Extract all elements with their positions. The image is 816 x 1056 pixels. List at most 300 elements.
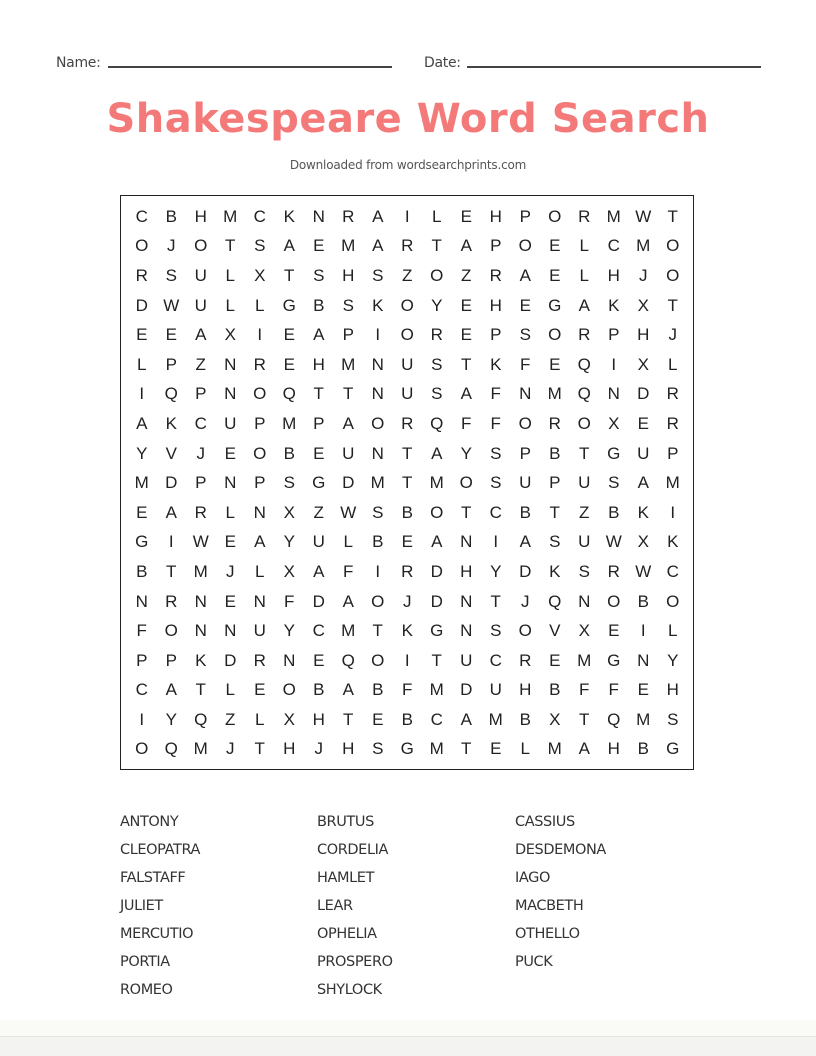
grid-cell[interactable]: N <box>253 591 266 611</box>
grid-cell[interactable]: G <box>607 650 621 670</box>
grid-cell[interactable]: O <box>135 739 149 759</box>
grid-cell[interactable]: U <box>342 443 355 463</box>
grid-cell[interactable]: O <box>607 591 621 611</box>
grid-cell[interactable]: A <box>637 473 649 493</box>
grid-cell[interactable]: P <box>254 473 266 493</box>
grid-cell[interactable]: Q <box>164 739 178 759</box>
grid-cell[interactable]: N <box>637 650 650 670</box>
grid-cell[interactable]: A <box>342 591 354 611</box>
grid-cell[interactable]: B <box>637 591 649 611</box>
grid-cell[interactable]: O <box>135 236 149 256</box>
grid-cell[interactable]: A <box>254 532 266 552</box>
grid-cell[interactable]: X <box>283 561 295 581</box>
grid-cell[interactable]: B <box>401 709 413 729</box>
grid-cell[interactable]: N <box>224 473 237 493</box>
grid-cell[interactable]: Q <box>548 591 562 611</box>
grid-cell[interactable]: F <box>490 384 501 404</box>
grid-cell[interactable]: S <box>519 325 531 345</box>
grid-cell[interactable]: T <box>343 709 354 729</box>
grid-cell[interactable]: D <box>312 591 325 611</box>
grid-cell[interactable]: C <box>489 650 502 670</box>
grid-cell[interactable]: G <box>282 295 296 315</box>
grid-cell[interactable]: E <box>254 680 266 700</box>
grid-cell[interactable]: K <box>490 354 502 374</box>
grid-cell[interactable]: E <box>549 236 561 256</box>
grid-cell[interactable]: J <box>167 236 176 256</box>
grid-cell[interactable]: Z <box>313 502 324 522</box>
grid-cell[interactable]: M <box>636 236 651 256</box>
grid-cell[interactable]: P <box>342 325 354 345</box>
grid-cell[interactable]: W <box>605 532 622 552</box>
grid-cell[interactable]: C <box>666 561 679 581</box>
grid-cell[interactable]: N <box>460 621 473 641</box>
grid-cell[interactable]: X <box>637 354 649 374</box>
grid-cell[interactable]: W <box>340 502 357 522</box>
grid-cell[interactable]: F <box>343 561 354 581</box>
grid-cell[interactable]: C <box>489 502 502 522</box>
grid-cell[interactable]: R <box>253 354 266 374</box>
grid-cell[interactable]: R <box>578 325 591 345</box>
grid-cell[interactable]: J <box>668 325 677 345</box>
grid-cell[interactable]: O <box>666 591 680 611</box>
grid-cell[interactable]: T <box>195 680 206 700</box>
grid-cell[interactable]: S <box>342 295 354 315</box>
grid-cell[interactable]: T <box>579 709 590 729</box>
grid-cell[interactable]: A <box>578 739 590 759</box>
grid-cell[interactable]: A <box>313 325 325 345</box>
grid-cell[interactable]: P <box>195 473 207 493</box>
grid-cell[interactable]: L <box>668 354 678 374</box>
grid-cell[interactable]: Y <box>431 295 443 315</box>
grid-cell[interactable]: N <box>224 384 237 404</box>
grid-cell[interactable]: E <box>313 236 325 256</box>
grid-cell[interactable]: O <box>518 621 532 641</box>
grid-cell[interactable]: L <box>432 206 442 226</box>
grid-cell[interactable]: Q <box>341 650 355 670</box>
grid-cell[interactable]: M <box>429 739 444 759</box>
grid-cell[interactable]: S <box>578 561 590 581</box>
grid-cell[interactable]: B <box>608 502 620 522</box>
grid-cell[interactable]: R <box>666 413 679 433</box>
grid-cell[interactable]: M <box>665 473 680 493</box>
grid-cell[interactable]: A <box>519 532 531 552</box>
grid-cell[interactable]: Q <box>607 709 621 729</box>
grid-cell[interactable]: E <box>313 650 325 670</box>
grid-cell[interactable]: M <box>429 680 444 700</box>
grid-cell[interactable]: Q <box>577 354 591 374</box>
grid-cell[interactable]: A <box>460 384 472 404</box>
grid-cell[interactable]: N <box>135 591 148 611</box>
grid-cell[interactable]: L <box>137 354 147 374</box>
name-field[interactable] <box>108 66 392 68</box>
grid-cell[interactable]: H <box>666 680 679 700</box>
grid-cell[interactable]: H <box>342 265 355 285</box>
grid-cell[interactable]: M <box>134 473 149 493</box>
grid-cell[interactable]: A <box>165 680 177 700</box>
grid-cell[interactable]: R <box>548 413 561 433</box>
grid-cell[interactable]: A <box>372 206 384 226</box>
grid-cell[interactable]: T <box>461 502 472 522</box>
grid-cell[interactable]: D <box>135 295 148 315</box>
grid-cell[interactable]: U <box>194 265 207 285</box>
grid-cell[interactable]: E <box>460 295 472 315</box>
grid-cell[interactable]: R <box>401 236 414 256</box>
grid-cell[interactable]: S <box>283 473 295 493</box>
grid-cell[interactable]: T <box>402 443 413 463</box>
grid-cell[interactable]: P <box>136 650 148 670</box>
grid-cell[interactable]: L <box>225 680 235 700</box>
grid-cell[interactable]: R <box>165 591 178 611</box>
grid-cell[interactable]: R <box>666 384 679 404</box>
grid-cell[interactable]: B <box>313 295 325 315</box>
grid-cell[interactable]: Q <box>430 413 444 433</box>
grid-cell[interactable]: F <box>579 680 590 700</box>
grid-cell[interactable]: L <box>579 265 589 285</box>
grid-cell[interactable]: Z <box>225 709 236 729</box>
grid-cell[interactable]: Z <box>195 354 206 374</box>
grid-cell[interactable]: X <box>578 621 590 641</box>
grid-cell[interactable]: S <box>313 265 325 285</box>
grid-cell[interactable]: P <box>608 325 620 345</box>
grid-cell[interactable]: T <box>579 443 590 463</box>
grid-cell[interactable]: G <box>400 739 414 759</box>
grid-cell[interactable]: W <box>635 561 652 581</box>
grid-cell[interactable]: J <box>314 739 323 759</box>
grid-cell[interactable]: L <box>225 502 235 522</box>
grid-cell[interactable]: E <box>637 413 649 433</box>
grid-cell[interactable]: L <box>255 561 265 581</box>
grid-cell[interactable]: F <box>608 680 619 700</box>
grid-cell[interactable]: X <box>637 532 649 552</box>
grid-cell[interactable]: H <box>637 325 650 345</box>
grid-cell[interactable]: S <box>490 621 502 641</box>
grid-cell[interactable]: M <box>488 709 503 729</box>
grid-cell[interactable]: C <box>253 206 266 226</box>
grid-cell[interactable]: B <box>637 739 649 759</box>
grid-cell[interactable]: A <box>519 265 531 285</box>
grid-cell[interactable]: X <box>224 325 236 345</box>
grid-cell[interactable]: N <box>194 591 207 611</box>
grid-cell[interactable]: A <box>431 443 443 463</box>
grid-cell[interactable]: M <box>370 473 385 493</box>
grid-cell[interactable]: P <box>165 650 177 670</box>
grid-cell[interactable]: A <box>342 413 354 433</box>
grid-cell[interactable]: F <box>402 680 413 700</box>
grid-cell[interactable]: T <box>549 502 560 522</box>
grid-cell[interactable]: J <box>196 443 205 463</box>
grid-cell[interactable]: F <box>461 413 472 433</box>
grid-cell[interactable]: F <box>136 621 147 641</box>
grid-cell[interactable]: M <box>341 621 356 641</box>
grid-cell[interactable]: N <box>460 591 473 611</box>
grid-cell[interactable]: T <box>431 650 442 670</box>
grid-cell[interactable]: E <box>401 532 413 552</box>
grid-cell[interactable]: I <box>670 502 676 522</box>
grid-cell[interactable]: E <box>224 591 236 611</box>
grid-cell[interactable]: E <box>519 295 531 315</box>
grid-cell[interactable]: H <box>519 680 532 700</box>
grid-cell[interactable]: T <box>667 206 678 226</box>
grid-cell[interactable]: L <box>668 621 678 641</box>
grid-cell[interactable]: P <box>549 473 561 493</box>
grid-cell[interactable]: X <box>637 295 649 315</box>
grid-cell[interactable]: B <box>401 502 413 522</box>
grid-cell[interactable]: S <box>165 265 177 285</box>
grid-cell[interactable]: Y <box>136 443 148 463</box>
grid-cell[interactable]: B <box>136 561 148 581</box>
grid-cell[interactable]: E <box>549 354 561 374</box>
grid-cell[interactable]: Y <box>165 709 177 729</box>
grid-cell[interactable]: K <box>283 206 295 226</box>
grid-cell[interactable]: M <box>606 206 621 226</box>
grid-cell[interactable]: O <box>164 621 178 641</box>
grid-cell[interactable]: I <box>404 650 410 670</box>
grid-cell[interactable]: M <box>193 739 208 759</box>
grid-cell[interactable]: U <box>460 650 473 670</box>
grid-cell[interactable]: A <box>460 236 472 256</box>
grid-cell[interactable]: C <box>312 621 325 641</box>
grid-cell[interactable]: Y <box>283 532 295 552</box>
grid-cell[interactable]: E <box>283 325 295 345</box>
grid-cell[interactable]: W <box>163 295 180 315</box>
grid-cell[interactable]: L <box>255 709 265 729</box>
grid-cell[interactable]: V <box>165 443 177 463</box>
grid-cell[interactable]: N <box>371 384 384 404</box>
grid-cell[interactable]: H <box>489 206 502 226</box>
grid-cell[interactable]: O <box>282 680 296 700</box>
grid-cell[interactable]: D <box>224 650 237 670</box>
grid-cell[interactable]: O <box>253 443 267 463</box>
grid-cell[interactable]: N <box>194 621 207 641</box>
grid-cell[interactable]: S <box>608 473 620 493</box>
grid-cell[interactable]: Q <box>194 709 208 729</box>
grid-cell[interactable]: N <box>224 354 237 374</box>
grid-cell[interactable]: H <box>312 354 325 374</box>
grid-cell[interactable]: E <box>224 532 236 552</box>
grid-cell[interactable]: N <box>578 591 591 611</box>
grid-cell[interactable]: O <box>518 413 532 433</box>
grid-cell[interactable]: B <box>519 709 531 729</box>
grid-cell[interactable]: B <box>372 532 384 552</box>
grid-cell[interactable]: E <box>313 443 325 463</box>
grid-cell[interactable]: T <box>431 236 442 256</box>
grid-cell[interactable]: E <box>637 680 649 700</box>
grid-cell[interactable]: E <box>224 443 236 463</box>
grid-cell[interactable]: K <box>637 502 649 522</box>
grid-cell[interactable]: K <box>608 295 620 315</box>
grid-cell[interactable]: S <box>490 473 502 493</box>
grid-cell[interactable]: N <box>253 502 266 522</box>
grid-cell[interactable]: M <box>636 709 651 729</box>
grid-cell[interactable]: C <box>430 709 443 729</box>
grid-cell[interactable]: Y <box>283 621 295 641</box>
grid-cell[interactable]: R <box>430 325 443 345</box>
grid-cell[interactable]: O <box>253 384 267 404</box>
grid-cell[interactable]: Z <box>461 265 472 285</box>
grid-cell[interactable]: N <box>607 384 620 404</box>
grid-cell[interactable]: Y <box>460 443 472 463</box>
grid-cell[interactable]: I <box>611 354 617 374</box>
grid-cell[interactable]: C <box>194 413 207 433</box>
grid-cell[interactable]: U <box>194 295 207 315</box>
grid-cell[interactable]: N <box>312 206 325 226</box>
grid-cell[interactable]: T <box>343 384 354 404</box>
grid-cell[interactable]: S <box>667 709 679 729</box>
grid-cell[interactable]: R <box>342 206 355 226</box>
grid-cell[interactable]: B <box>519 502 531 522</box>
grid-cell[interactable]: T <box>461 354 472 374</box>
grid-cell[interactable]: Q <box>282 384 296 404</box>
grid-cell[interactable]: G <box>666 739 680 759</box>
grid-cell[interactable]: O <box>430 502 444 522</box>
grid-cell[interactable]: N <box>460 532 473 552</box>
grid-cell[interactable]: K <box>165 413 177 433</box>
grid-cell[interactable]: U <box>489 680 502 700</box>
grid-cell[interactable]: I <box>404 206 410 226</box>
grid-cell[interactable]: W <box>192 532 209 552</box>
grid-cell[interactable]: I <box>375 325 381 345</box>
grid-cell[interactable]: H <box>460 561 473 581</box>
grid-cell[interactable]: F <box>284 591 295 611</box>
grid-cell[interactable]: I <box>640 621 646 641</box>
grid-cell[interactable]: F <box>520 354 531 374</box>
grid-cell[interactable]: E <box>136 325 148 345</box>
grid-cell[interactable]: I <box>493 532 499 552</box>
grid-cell[interactable]: I <box>139 384 145 404</box>
grid-cell[interactable]: J <box>403 591 412 611</box>
grid-cell[interactable]: O <box>400 295 414 315</box>
grid-cell[interactable]: I <box>375 561 381 581</box>
grid-cell[interactable]: P <box>254 413 266 433</box>
grid-cell[interactable]: M <box>577 650 592 670</box>
grid-cell[interactable]: U <box>253 621 266 641</box>
grid-cell[interactable]: N <box>224 621 237 641</box>
grid-cell[interactable]: Q <box>577 384 591 404</box>
grid-cell[interactable]: S <box>372 739 384 759</box>
grid-cell[interactable]: T <box>284 265 295 285</box>
grid-cell[interactable]: T <box>490 591 501 611</box>
grid-cell[interactable]: O <box>430 265 444 285</box>
grid-cell[interactable]: P <box>490 325 502 345</box>
grid-cell[interactable]: L <box>255 295 265 315</box>
grid-cell[interactable]: X <box>283 709 295 729</box>
grid-cell[interactable]: P <box>519 443 531 463</box>
grid-cell[interactable]: T <box>667 295 678 315</box>
date-field[interactable] <box>467 66 761 68</box>
grid-cell[interactable]: P <box>667 443 679 463</box>
grid-cell[interactable]: L <box>520 739 530 759</box>
grid-cell[interactable]: D <box>460 680 473 700</box>
grid-cell[interactable]: O <box>548 325 562 345</box>
grid-cell[interactable]: I <box>168 532 174 552</box>
grid-cell[interactable]: T <box>372 621 383 641</box>
grid-cell[interactable]: O <box>459 473 473 493</box>
grid-cell[interactable]: A <box>342 680 354 700</box>
grid-cell[interactable]: J <box>226 561 235 581</box>
grid-cell[interactable]: S <box>490 443 502 463</box>
grid-cell[interactable]: B <box>283 443 295 463</box>
grid-cell[interactable]: P <box>195 384 207 404</box>
grid-cell[interactable]: M <box>341 354 356 374</box>
grid-cell[interactable]: O <box>666 236 680 256</box>
grid-cell[interactable]: O <box>371 591 385 611</box>
grid-cell[interactable]: S <box>254 236 266 256</box>
grid-cell[interactable]: B <box>372 680 384 700</box>
grid-cell[interactable]: A <box>165 502 177 522</box>
grid-cell[interactable]: H <box>342 739 355 759</box>
grid-cell[interactable]: H <box>283 739 296 759</box>
grid-cell[interactable]: F <box>490 413 501 433</box>
grid-cell[interactable]: L <box>225 265 235 285</box>
grid-cell[interactable]: M <box>193 561 208 581</box>
grid-cell[interactable]: E <box>460 206 472 226</box>
grid-cell[interactable]: E <box>283 354 295 374</box>
grid-cell[interactable]: A <box>460 709 472 729</box>
grid-cell[interactable]: D <box>519 561 532 581</box>
grid-cell[interactable]: K <box>195 650 207 670</box>
grid-cell[interactable]: I <box>139 709 145 729</box>
grid-cell[interactable]: U <box>578 532 591 552</box>
grid-cell[interactable]: H <box>489 295 502 315</box>
grid-cell[interactable]: T <box>254 739 265 759</box>
grid-cell[interactable]: E <box>165 325 177 345</box>
grid-cell[interactable]: O <box>371 413 385 433</box>
grid-cell[interactable]: M <box>547 739 562 759</box>
grid-cell[interactable]: X <box>549 709 561 729</box>
grid-cell[interactable]: V <box>549 621 561 641</box>
grid-cell[interactable]: T <box>461 739 472 759</box>
grid-cell[interactable]: S <box>431 354 443 374</box>
grid-cell[interactable]: S <box>431 384 443 404</box>
grid-cell[interactable]: C <box>135 680 148 700</box>
grid-cell[interactable]: N <box>371 354 384 374</box>
grid-cell[interactable]: Z <box>579 502 590 522</box>
grid-cell[interactable]: R <box>578 206 591 226</box>
grid-cell[interactable]: K <box>401 621 413 641</box>
grid-cell[interactable]: H <box>607 265 620 285</box>
grid-cell[interactable]: A <box>578 295 590 315</box>
grid-cell[interactable]: R <box>135 265 148 285</box>
grid-cell[interactable]: D <box>430 591 443 611</box>
grid-cell[interactable]: N <box>519 384 532 404</box>
grid-cell[interactable]: P <box>165 354 177 374</box>
grid-cell[interactable]: S <box>372 502 384 522</box>
grid-cell[interactable]: B <box>313 680 325 700</box>
grid-cell[interactable]: O <box>194 236 208 256</box>
grid-cell[interactable]: Z <box>402 265 413 285</box>
grid-cell[interactable]: O <box>577 413 591 433</box>
grid-cell[interactable]: O <box>518 236 532 256</box>
grid-cell[interactable]: O <box>548 206 562 226</box>
grid-cell[interactable]: A <box>195 325 207 345</box>
grid-cell[interactable]: G <box>548 295 562 315</box>
grid-cell[interactable]: H <box>312 709 325 729</box>
grid-cell[interactable]: K <box>667 532 679 552</box>
grid-cell[interactable]: T <box>313 384 324 404</box>
grid-cell[interactable]: U <box>637 443 650 463</box>
grid-cell[interactable]: R <box>607 561 620 581</box>
grid-cell[interactable]: U <box>401 354 414 374</box>
grid-cell[interactable]: A <box>136 413 148 433</box>
grid-cell[interactable]: G <box>430 621 444 641</box>
grid-cell[interactable]: U <box>401 384 414 404</box>
grid-cell[interactable]: T <box>402 473 413 493</box>
grid-cell[interactable]: R <box>253 650 266 670</box>
grid-cell[interactable]: P <box>519 206 531 226</box>
grid-cell[interactable]: E <box>372 709 384 729</box>
grid-cell[interactable]: A <box>372 236 384 256</box>
grid-cell[interactable]: N <box>283 650 296 670</box>
